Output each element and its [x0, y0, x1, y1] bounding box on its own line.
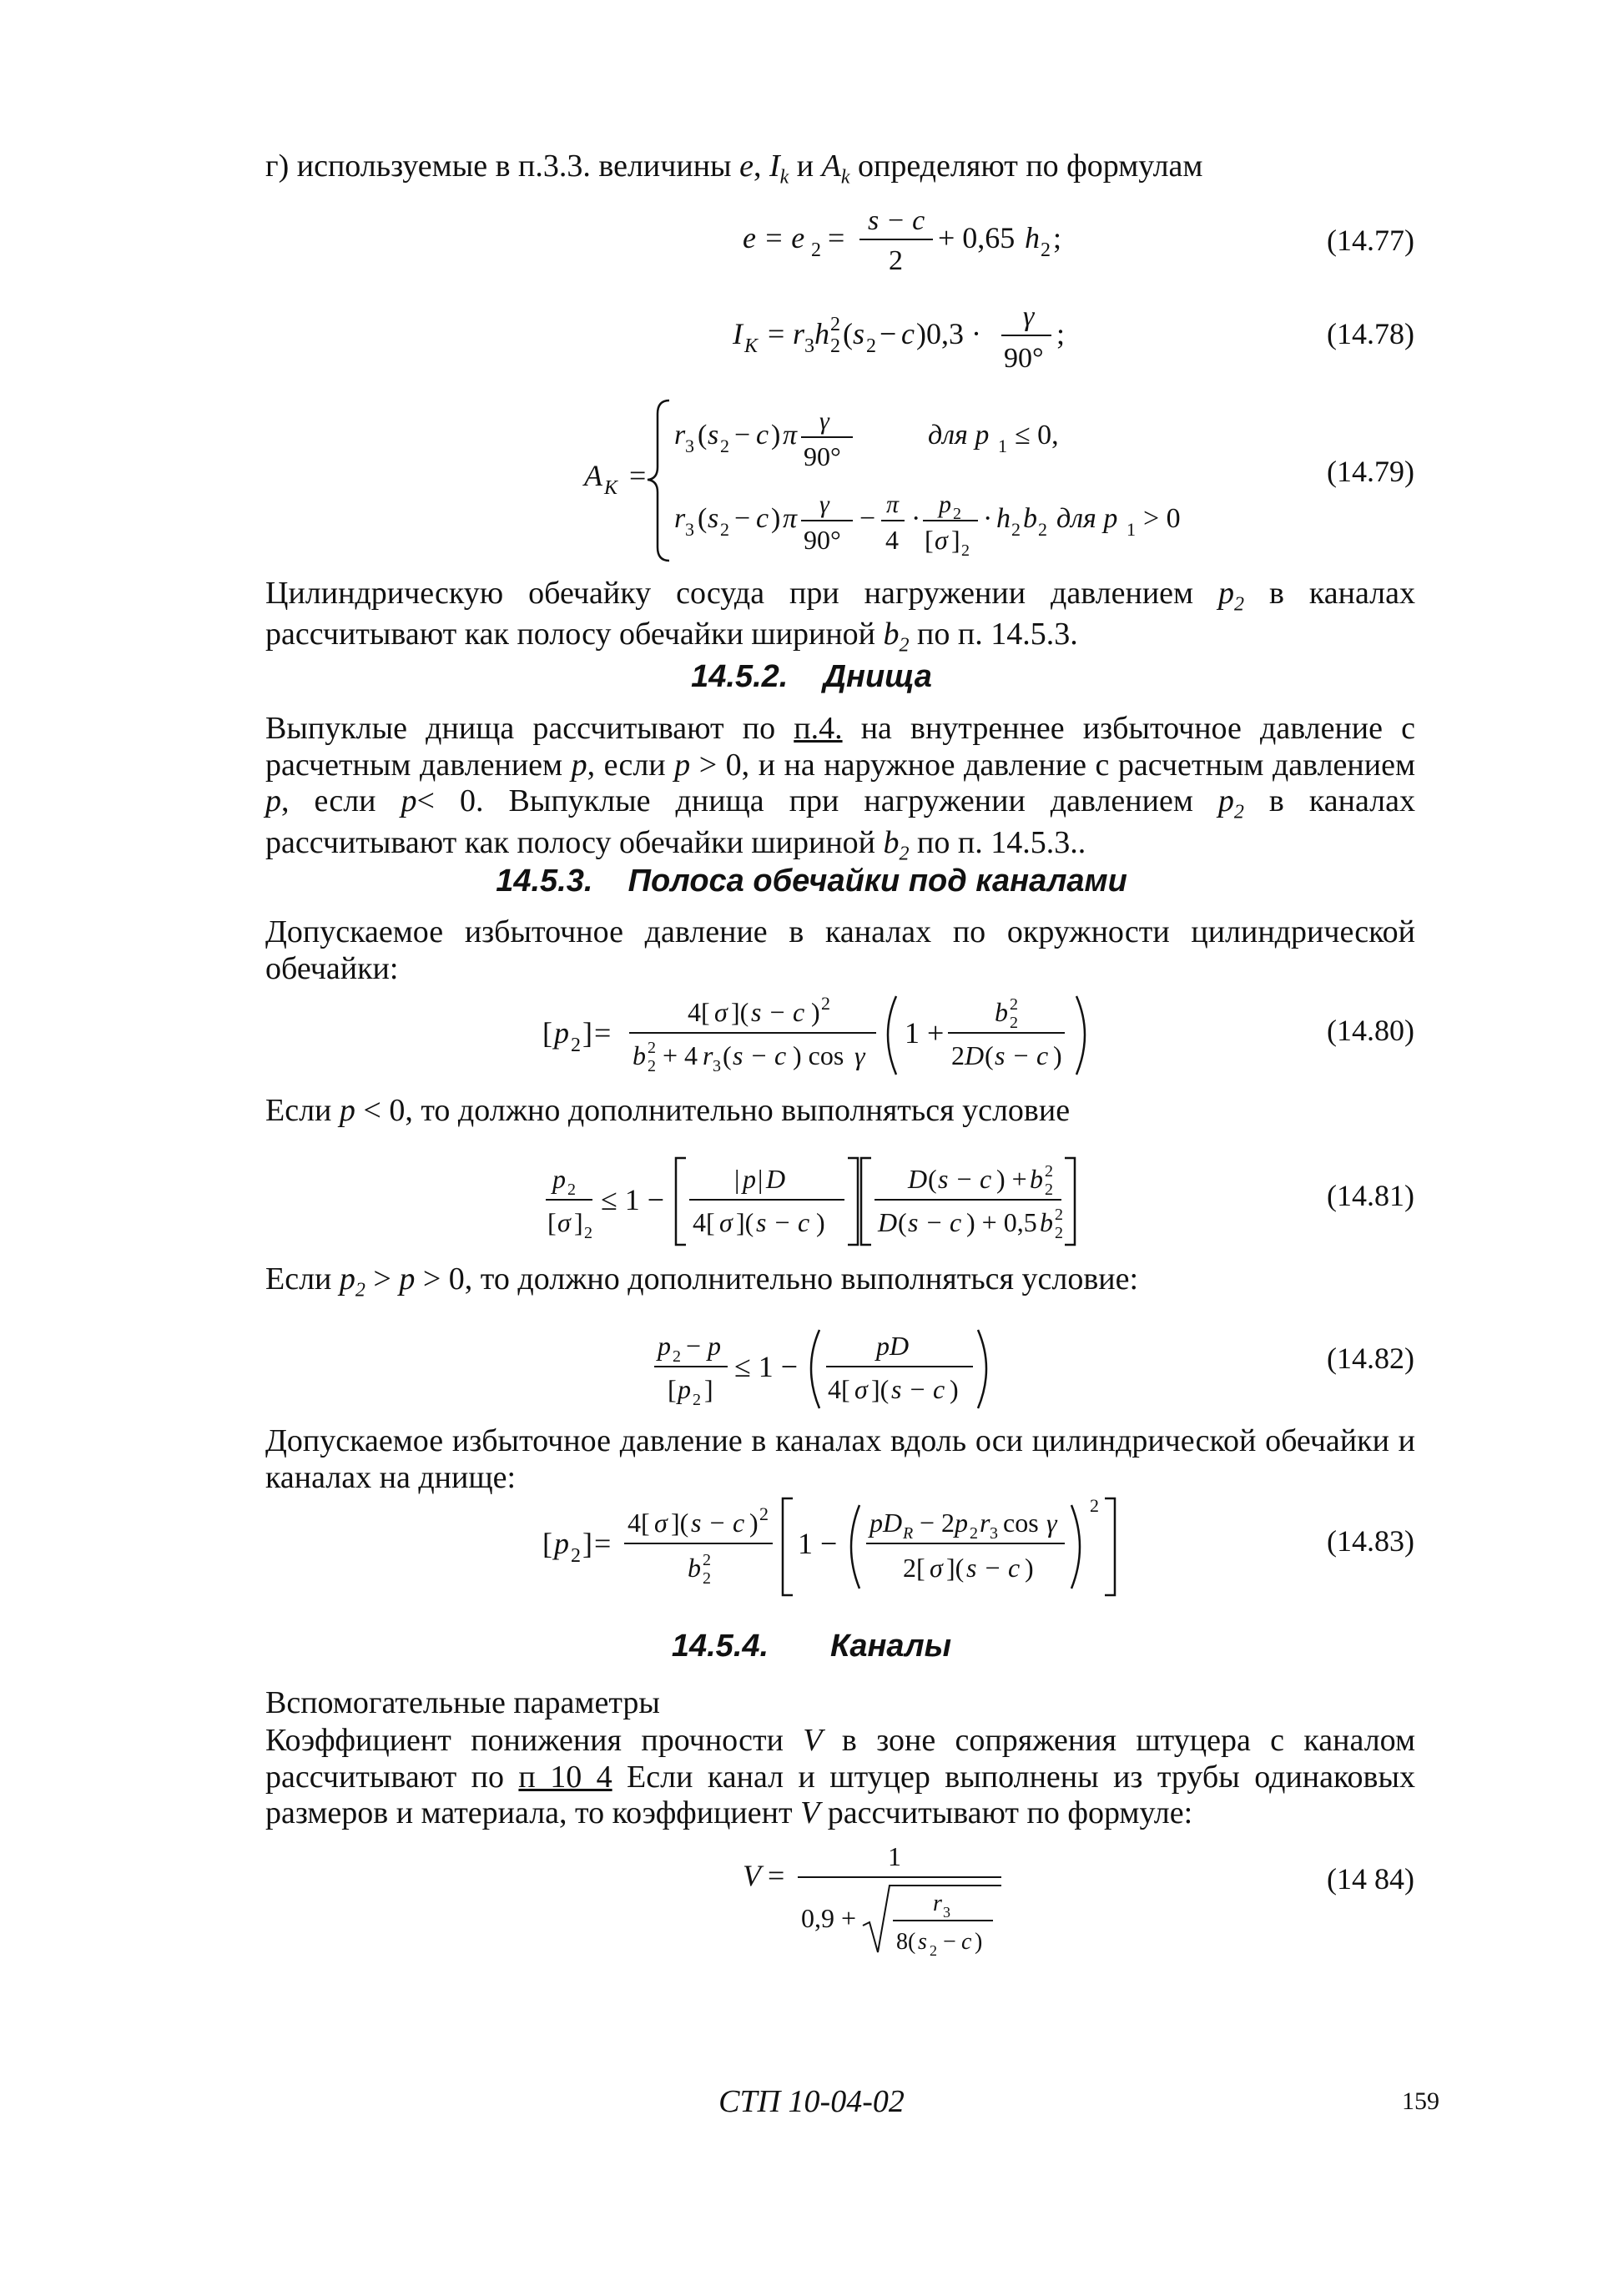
svg-text:2: 2 [571, 1035, 581, 1056]
sub-k: k [779, 166, 789, 189]
svg-text:(: ( [698, 420, 708, 451]
svg-text:γ: γ [854, 1040, 865, 1070]
para-text: Цилиндрическую обечайку сосуда при нагружении давлением [265, 576, 1219, 611]
page-number: 159 [1402, 2087, 1439, 2115]
svg-text:2: 2 [930, 1942, 937, 1959]
svg-text:4[: 4[ [693, 1207, 715, 1237]
svg-text:·: · [983, 503, 993, 534]
var-p: p [674, 747, 691, 783]
svg-text:[: [ [547, 1207, 557, 1237]
svg-text:2: 2 [1010, 1014, 1018, 1032]
sub-k: k [840, 166, 850, 189]
svg-text:σ: σ [854, 1374, 868, 1404]
sub: 2 [355, 1279, 365, 1302]
svg-text:3: 3 [943, 1904, 950, 1921]
var-b: b [883, 824, 900, 860]
svg-text:(: ( [985, 1040, 994, 1070]
para-text: Допускаемое избыточное давление в каналах вдоль оси цилиндрической обечайки и каналах на днище: [265, 1423, 1415, 1495]
var-p: p [339, 1093, 355, 1128]
svg-text:(: ( [928, 1164, 937, 1194]
svg-text:): ) [771, 503, 781, 534]
svg-text:σ: σ [654, 1508, 668, 1538]
svg-text:): ) [950, 1374, 959, 1404]
intro-text: определяют по формулам [849, 149, 1203, 184]
svg-text:|: | [758, 1164, 764, 1194]
svg-text:h: h [1025, 221, 1040, 254]
para-text: Допускаемое избыточное давление в каналах по окружности цилиндрической обечайки: [265, 914, 1415, 986]
equation-number: (14.79) [1327, 455, 1414, 488]
svg-text:σ: σ [719, 1207, 733, 1237]
svg-text:](: ]( [736, 1207, 754, 1237]
svg-text:− 2: − 2 [920, 1508, 955, 1538]
svg-text:c: c [961, 1929, 972, 1955]
section-title: Днища [823, 659, 932, 694]
var-e: e [739, 149, 754, 184]
svg-text:) cos: ) cos [793, 1040, 844, 1070]
para-text: , если [281, 783, 401, 819]
svg-text:s − c: s − c [938, 1164, 992, 1194]
svg-text:b: b [1023, 503, 1037, 534]
svg-text:) + 0,5: ) + 0,5 [966, 1207, 1037, 1237]
sub: 2 [899, 843, 910, 865]
svg-text:]: ] [582, 1527, 592, 1560]
svg-text:2: 2 [571, 1545, 581, 1567]
svg-text:r: r [674, 420, 686, 451]
section-number: 14.5.4. [671, 1629, 769, 1664]
section-title: Каналы [829, 1629, 952, 1664]
sub: 2 [1234, 593, 1245, 616]
svg-text:2: 2 [970, 1524, 978, 1543]
svg-text:): ) [1053, 1040, 1062, 1070]
para-text: > 0, то должно дополнительно выполняться условие: [415, 1261, 1139, 1297]
svg-text:=: = [629, 459, 647, 492]
svg-text:π: π [886, 491, 900, 518]
svg-text:·: · [911, 503, 921, 534]
svg-text:(: ( [698, 503, 708, 534]
svg-text:90°: 90° [804, 441, 841, 471]
svg-text:2[: 2[ [903, 1553, 925, 1583]
svg-text:s: s [708, 503, 719, 534]
para-text: Коэффициент понижения прочности [265, 1723, 804, 1758]
svg-text:p: p [554, 1527, 569, 1560]
svg-text:p: p [678, 1374, 691, 1404]
svg-text:s − c: s − c [756, 1207, 810, 1237]
svg-text:γ: γ [819, 491, 829, 518]
svg-text:s − c: s − c [891, 1374, 945, 1404]
svg-text:2: 2 [1041, 239, 1051, 261]
svg-text:2: 2 [1010, 995, 1018, 1014]
svg-text:s − c: s − c [691, 1508, 745, 1538]
svg-text:): ) [816, 1207, 825, 1237]
var-p: p [1217, 783, 1234, 819]
svg-text:K: K [604, 477, 618, 499]
svg-text:3: 3 [685, 519, 694, 540]
svg-text:A: A [584, 459, 602, 492]
svg-text:γ: γ [819, 407, 829, 435]
paragraph-cylindrical-shell [265, 576, 1415, 657]
svg-text:π: π [783, 503, 798, 534]
svg-text:σ: σ [930, 1553, 943, 1583]
svg-text:=: = [768, 317, 785, 350]
equation-number: (14.78) [1327, 317, 1414, 350]
svg-text:3: 3 [685, 436, 694, 456]
svg-text:2: 2 [720, 436, 729, 456]
equation-14-81 [542, 1151, 1110, 1261]
svg-text:V: V [743, 1859, 761, 1892]
svg-text:](: ]( [671, 1508, 689, 1538]
svg-text:2: 2 [951, 1040, 965, 1070]
svg-text:−: − [734, 420, 751, 451]
svg-text:1 −: 1 − [798, 1527, 838, 1560]
svg-text:I: I [733, 317, 743, 350]
svg-text:): ) [975, 1929, 983, 1955]
svg-text:s − c: s − c [868, 205, 925, 236]
var-v: V [800, 1795, 820, 1831]
section-heading-14-5-4 [0, 1629, 1623, 1665]
svg-text:;: ; [1056, 317, 1066, 350]
equation-14-78 [733, 292, 1083, 385]
svg-text:3: 3 [713, 1057, 721, 1075]
para-text: по п. 14.5.3. [909, 617, 1078, 652]
para-text: , если [587, 747, 675, 783]
svg-text:[: [ [668, 1374, 677, 1404]
svg-text:1: 1 [888, 1841, 901, 1871]
svg-text:c: c [901, 317, 915, 350]
svg-text:+ 4: + 4 [663, 1040, 698, 1070]
svg-text:]: ] [704, 1374, 713, 1404]
section-link[interactable]: п 10 4 [518, 1759, 612, 1795]
svg-text:1: 1 [998, 436, 1007, 456]
svg-text:p: p [743, 1164, 756, 1194]
svg-text:](: ]( [731, 997, 749, 1027]
var-p: p [401, 783, 417, 819]
var-p: p [571, 747, 587, 783]
svg-text:b: b [688, 1553, 701, 1583]
section-title: Полоса обечайки под каналами [628, 864, 1127, 899]
svg-text:s − c: s − c [995, 1040, 1049, 1070]
para-text: Если [265, 1261, 340, 1297]
intro-paragraph [265, 149, 1415, 189]
var-p: p [339, 1261, 355, 1297]
svg-text:2: 2 [830, 335, 840, 357]
equation-14-77 [743, 196, 1076, 289]
svg-text:]: ] [951, 525, 960, 555]
para-text: Вспомогательные параметры [265, 1685, 660, 1720]
svg-text:2: 2 [720, 519, 729, 540]
svg-text:2: 2 [1055, 1206, 1063, 1224]
svg-text:2: 2 [693, 1391, 701, 1409]
svg-text:r: r [793, 317, 805, 350]
svg-text:σ: σ [714, 997, 728, 1027]
var-ak: A [821, 149, 841, 184]
sub: 2 [1233, 801, 1244, 823]
svg-text:s: s [708, 420, 719, 451]
svg-text:p: p [658, 1331, 671, 1361]
para-text: в каналах рассчитывают как полосу обечайки шириной [265, 783, 1415, 860]
svg-text:2: 2 [1011, 519, 1021, 540]
svg-text:для p: для p [1056, 503, 1118, 534]
svg-text:2: 2 [811, 239, 821, 261]
section-link[interactable]: п.4. [794, 711, 843, 746]
svg-text:4[: 4[ [628, 1508, 650, 1538]
paragraph-allowable-circumferential [265, 914, 1415, 987]
paragraph-heads [265, 711, 1415, 866]
svg-text:=: = [594, 1016, 612, 1050]
paragraph-strength-coefficient [265, 1723, 1415, 1832]
svg-text:s − c: s − c [966, 1553, 1021, 1583]
para-text: Выпуклые днища рассчитывают по [265, 711, 794, 746]
svg-text:r: r [933, 1891, 942, 1916]
svg-text:2: 2 [1045, 1181, 1053, 1199]
svg-text:e = e: e = e [743, 221, 805, 254]
svg-text:=: = [828, 221, 845, 254]
svg-text:s − c: s − c [751, 997, 805, 1027]
svg-text:(: ( [898, 1207, 907, 1237]
svg-text:b: b [1040, 1207, 1053, 1237]
svg-text:(: ( [723, 1040, 732, 1070]
equation-number: (14.83) [1327, 1524, 1414, 1558]
paragraph-aux-params [265, 1685, 1415, 1722]
equation-number: (14.77) [1327, 224, 1414, 257]
svg-text:c: c [756, 503, 769, 534]
paragraph-condition-negative [265, 1093, 1415, 1130]
para-text: в зоне сопряжения штуцера с каналом рассчитывают по [265, 1723, 1415, 1795]
svg-text:2: 2 [567, 1181, 576, 1199]
svg-text:для p: для p [928, 420, 990, 451]
svg-text:b: b [1030, 1164, 1043, 1194]
svg-text:> 0: > 0 [1143, 503, 1181, 534]
svg-text:](: ]( [871, 1374, 890, 1404]
equation-number: (14 84) [1327, 1862, 1414, 1896]
svg-text:≤ 1 −: ≤ 1 − [734, 1350, 799, 1383]
svg-text:h: h [814, 317, 829, 350]
svg-text:≤ 1 −: ≤ 1 − [601, 1183, 665, 1216]
svg-text:[: [ [542, 1016, 552, 1050]
svg-text:−: − [734, 503, 751, 534]
svg-text:2: 2 [648, 1057, 656, 1075]
para-text: > [365, 1261, 400, 1297]
svg-text:≤ 0,: ≤ 0, [1015, 420, 1059, 451]
svg-text:)0,3 ·: )0,3 · [916, 317, 981, 350]
svg-text:2: 2 [703, 1551, 711, 1569]
svg-text:): ) [811, 997, 820, 1027]
svg-text:p: p [554, 1016, 569, 1050]
para-text: в каналах рассчитывают как полосу обечайки шириной [265, 576, 1415, 652]
svg-text:+ 0,65: + 0,65 [938, 221, 1016, 254]
svg-text:1 +: 1 + [905, 1016, 945, 1050]
svg-text:σ: σ [557, 1207, 571, 1237]
svg-text:2: 2 [648, 1039, 656, 1057]
svg-text:2: 2 [953, 505, 961, 523]
para-text: < 0, то должно дополнительно выполняться условие [355, 1093, 1071, 1128]
para-text: Если [265, 1093, 340, 1128]
intro-sep: , [753, 149, 769, 184]
svg-text:γ: γ [1023, 301, 1035, 332]
svg-text:p: p [955, 1508, 968, 1538]
var-b: b [883, 617, 900, 652]
svg-text:b: b [633, 1040, 646, 1070]
svg-text:b: b [995, 997, 1008, 1027]
svg-text:8(: 8( [896, 1929, 916, 1955]
equation-number: (14.82) [1327, 1342, 1414, 1375]
svg-text:2: 2 [1055, 1224, 1063, 1242]
svg-text:90°: 90° [1004, 343, 1044, 374]
paragraph-allowable-axial [265, 1423, 1415, 1496]
equation-14-84 [743, 1835, 1026, 1978]
svg-text:](: ]( [946, 1553, 965, 1583]
svg-text:D: D [878, 1207, 898, 1237]
svg-text:r: r [674, 503, 686, 534]
svg-text:2: 2 [866, 335, 876, 357]
section-heading-14-5-2 [0, 659, 1623, 696]
svg-text:p: p [552, 1164, 566, 1194]
para-text: < 0. Выпуклые днища при нагружении давлением [416, 783, 1218, 819]
para-text: по п. 14.5.3.. [909, 824, 1086, 860]
svg-text:p: p [708, 1331, 721, 1361]
var-p: p [399, 1261, 416, 1297]
svg-text:4[: 4[ [688, 997, 710, 1027]
svg-text:2: 2 [759, 1503, 769, 1524]
var-v: V [803, 1723, 823, 1758]
svg-text:pD: pD [869, 1508, 903, 1538]
svg-text:cos: cos [1003, 1508, 1039, 1538]
svg-text:2: 2 [889, 245, 903, 276]
sub: 2 [899, 634, 910, 657]
svg-text:h: h [996, 503, 1011, 534]
svg-text:2: 2 [1090, 1495, 1099, 1516]
svg-text:r: r [703, 1040, 713, 1070]
svg-text:4[: 4[ [828, 1374, 850, 1404]
svg-text:2: 2 [821, 993, 830, 1014]
svg-text:2: 2 [584, 1224, 592, 1242]
svg-text:K: K [744, 335, 759, 357]
svg-text:0,9 +: 0,9 + [801, 1903, 857, 1933]
svg-text:90°: 90° [804, 525, 841, 555]
svg-text:s − c: s − c [908, 1207, 962, 1237]
section-number: 14.5.3. [496, 864, 593, 899]
svg-text:2: 2 [673, 1347, 681, 1366]
intro-text: г) используемые в п.3.3. величины [265, 149, 740, 184]
svg-text:r: r [980, 1508, 990, 1538]
svg-text:) +: ) + [996, 1164, 1027, 1194]
equation-number: (14.80) [1327, 1014, 1414, 1047]
svg-text:]: ] [582, 1016, 592, 1050]
svg-text:p: p [939, 491, 951, 518]
svg-text:): ) [749, 1508, 759, 1538]
svg-text:s: s [853, 317, 865, 350]
svg-text:−: − [943, 1929, 956, 1955]
para-text: рассчитывают по формуле: [819, 1795, 1193, 1831]
intro-and: и [789, 149, 822, 184]
para-text: Если канал и штуцер выполнены из трубы одинаковых размеров и материала, то коэффициент [265, 1759, 1415, 1831]
equation-14-83 [542, 1493, 1143, 1611]
svg-text:D: D [766, 1164, 786, 1194]
footer-document-code: СТП 10-04-02 [718, 2084, 905, 2119]
svg-text:): ) [771, 420, 781, 451]
svg-text:−: − [686, 1331, 702, 1361]
svg-text:γ: γ [1046, 1508, 1057, 1538]
svg-text:4: 4 [885, 525, 899, 555]
para-text: на внутреннее избыточное давление с расчетным давлением [265, 711, 1416, 783]
equation-14-80 [542, 984, 1110, 1094]
svg-text:−: − [880, 317, 897, 350]
equation-number: (14.81) [1327, 1179, 1414, 1212]
svg-text:1: 1 [1127, 519, 1136, 540]
svg-text:2: 2 [703, 1569, 711, 1588]
svg-text:(: ( [843, 317, 853, 350]
svg-text:c: c [756, 420, 769, 451]
svg-text:R: R [903, 1524, 914, 1543]
svg-text:[: [ [925, 525, 934, 555]
section-number: 14.5.2. [691, 659, 789, 694]
svg-text:): ) [1025, 1553, 1034, 1583]
svg-text:2: 2 [1045, 1162, 1053, 1181]
svg-text:π: π [783, 420, 798, 451]
para-text: > 0, и на наружное давление с расчетным давлением [690, 747, 1415, 783]
svg-text:2: 2 [830, 314, 840, 335]
svg-text:=: = [768, 1859, 785, 1892]
svg-text:−: − [859, 503, 876, 534]
svg-text:D: D [908, 1164, 928, 1194]
svg-text:s: s [918, 1929, 927, 1955]
svg-text:|: | [734, 1164, 740, 1194]
svg-text:3: 3 [990, 1524, 998, 1543]
svg-text:[: [ [542, 1527, 552, 1560]
var-ik: I [769, 149, 780, 184]
svg-text:2: 2 [961, 541, 970, 560]
svg-text:2: 2 [1038, 519, 1047, 540]
svg-text:]: ] [574, 1207, 583, 1237]
svg-text:=: = [594, 1527, 612, 1560]
var-p: p [1218, 576, 1235, 611]
svg-text:3: 3 [804, 335, 814, 357]
equation-14-79 [584, 392, 1235, 577]
var-p: p [265, 783, 281, 819]
svg-text:;: ; [1053, 221, 1062, 254]
svg-text:s − c: s − c [733, 1040, 787, 1070]
svg-text:pD: pD [876, 1331, 910, 1361]
section-heading-14-5-3 [0, 864, 1623, 900]
svg-text:D: D [965, 1040, 985, 1070]
paragraph-condition-positive [265, 1261, 1415, 1302]
equation-14-82 [653, 1318, 1003, 1427]
svg-text:σ: σ [935, 525, 948, 555]
